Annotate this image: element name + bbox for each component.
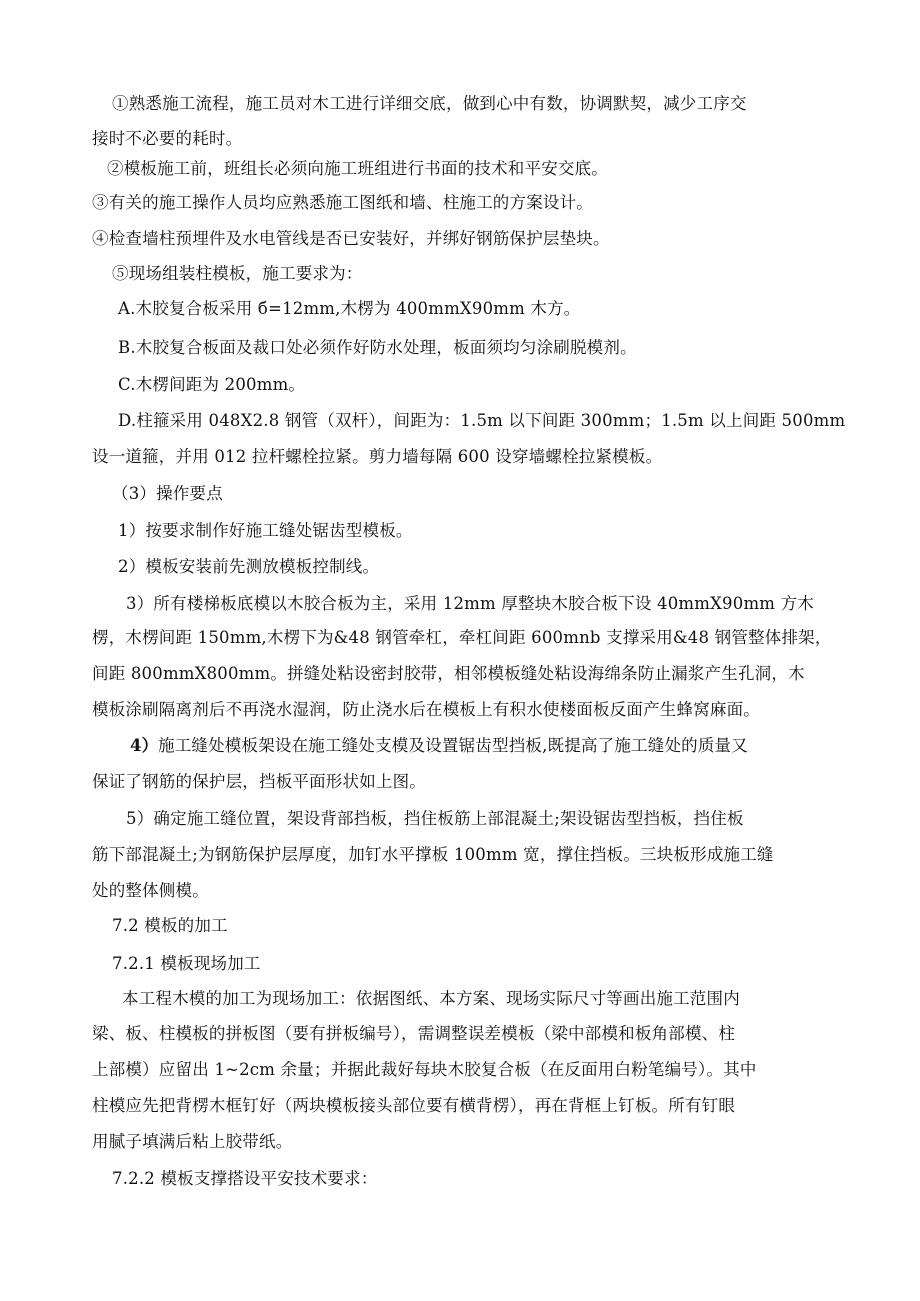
text-line-6: ⑤现场组装柱模板，施工要求为： [112, 264, 363, 283]
text-line-7: A.木胶复合板采用 б=12mm,木楞为 400mmX90mm 木方。 [118, 299, 581, 318]
text-line-2: 接时不必要的耗时。 [92, 129, 243, 148]
text-line-10: D.柱箍采用 048X2.8 钢管（双杆），间距为：1.5m 以下间距 300mm；1.5m 以上间距 500mm [118, 411, 846, 430]
text-line-17: 间距 800mmX800mm。拼缝处粘设密封胶带，相邻模板缝处粘设海绵条防止漏浆产生孔洞，木 [92, 664, 805, 683]
text-line-18: 模板涂刷隔离剂后不再浇水湿润，防止浇水后在模板上有积水使楼面板反面产生蜂窝麻面。 [92, 700, 760, 719]
section-heading-7-2-2: 7.2.2 模板支撑搭设平安技术要求： [112, 1169, 378, 1188]
text-line-16: 楞，木楞间距 150mm,木楞下为&48 钢管牵杠，牵杠间距 600mnb 支撑采用&48 钢管整体排架， [92, 628, 832, 647]
text-line-12: （3）操作要点 [112, 484, 223, 503]
item-number-4: 4） [130, 736, 159, 755]
text-line-25: 梁、板、柱模板的拼板图（要有拼板编号），需调整误差模板（梁中部模和板角部模、柱 [92, 1024, 736, 1043]
text-line-15: 3）所有楼梯板底模以木胶合板为主，采用 12mm 厚整块木胶合板下设 40mmX90mm 方木 [126, 594, 814, 613]
text-line-9: C.木楞间距为 200mm。 [118, 375, 306, 394]
text-line-5: ④检查墙柱预埋件及水电管线是否已安装好，并绑好钢筋保护层垫块。 [92, 229, 610, 248]
text-line-22: 筋下部混凝土;为钢筋保护层厚度，加钉水平撑板 100mm 宽，撑住挡板。三块板形成施工缝 [92, 845, 774, 864]
text-line-20: 保证了钢筋的保护层，挡板平面形状如上图。 [92, 772, 426, 791]
text-line-21: 5）确定施工缝位置，架设背部挡板，挡住板筋上部混凝土;架设锯齿型挡板，挡住板 [126, 809, 744, 828]
text-line-28: 用腻子填满后粘上胶带纸。 [92, 1132, 293, 1151]
text-line-1: ①熟悉施工流程，施工员对木工进行详细交底，做到心中有数，协调默契，减少工序交 [112, 94, 747, 113]
section-heading-7-2-1: 7.2.1 模板现场加工 [112, 954, 261, 973]
section-heading-7-2: 7.2 模板的加工 [112, 916, 228, 935]
text-line-4: ③有关的施工操作人员均应熟悉施工图纸和墙、柱施工的方案设计。 [92, 193, 593, 212]
text-line-23: 处的整体侧模。 [92, 881, 209, 900]
text-line-19: 施工缝处模板架设在施工缝处支模及设置锯齿型挡板,既提高了施工缝处的质量又 [158, 736, 748, 755]
text-line-26: 上部模）应留出 1~2cm 余量；并据此裁好每块木胶复合板（在反面用白粉笔编号）。其中 [92, 1060, 757, 1079]
text-line-8: B.木胶复合板面及裁口处必须作好防水处理，板面须均匀涂刷脱模剂。 [118, 338, 637, 357]
text-line-27: 柱模应先把背楞木框钉好（两块模板接头部位要有横背楞），再在背框上钉板。所有钉眼 [92, 1096, 736, 1115]
text-line-13: 1）按要求制作好施工缝处锯齿型模板。 [118, 521, 413, 540]
text-line-11: 设一道箍，并用 012 拉杆螺栓拉紧。剪力墙每隔 600 设穿墙螺栓拉紧模板。 [92, 447, 663, 466]
text-line-24: 本工程木模的加工为现场加工：依据图纸、本方案、现场实际尺寸等画出施工范围内 [122, 989, 740, 1008]
text-line-14: 2）模板安装前先测放模板控制线。 [118, 557, 380, 576]
text-line-3: ②模板施工前，班组长必须向施工班组进行书面的技术和平安交底。 [107, 159, 608, 178]
